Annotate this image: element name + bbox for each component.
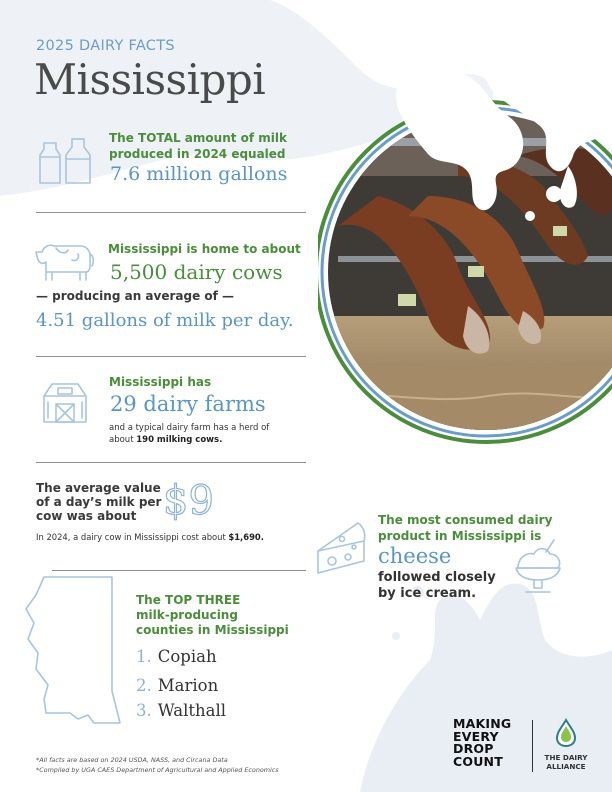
consumed-line5: by ice cream. xyxy=(378,586,477,601)
county-item xyxy=(136,701,226,720)
campaign-word: DROP xyxy=(453,741,494,756)
dairy-alliance-drop-icon xyxy=(554,718,578,748)
consumed-value: cheese xyxy=(378,544,452,568)
farms-note1: and a typical dairy farm has a herd of xyxy=(109,423,270,433)
alliance-line1: THE DAIRY xyxy=(544,753,588,762)
milk-bottles-icon xyxy=(38,135,98,185)
farms-note xyxy=(109,422,269,446)
county-name: Copiah xyxy=(157,647,217,666)
alliance-line2: ALLIANCE xyxy=(546,762,586,771)
consumed-tail xyxy=(378,570,496,602)
campaign-word: MAKING xyxy=(453,716,512,731)
total-line2: produced in 2024 equaled xyxy=(109,147,286,161)
total-line1-pre: The xyxy=(109,131,139,145)
campaign-word: COUNT xyxy=(453,753,503,769)
cows-value: 5,500 dairy cows xyxy=(110,260,283,284)
consumed-line1: The most consumed dairy xyxy=(378,513,553,527)
cows-line3: — producing an average of — xyxy=(36,289,235,303)
consumed-line4: followed closely xyxy=(378,570,496,585)
value-line3: cow was about xyxy=(36,509,137,523)
cows-line1: Mississippi is home to about xyxy=(108,242,301,256)
cheese-icon xyxy=(314,517,370,577)
logo-divider xyxy=(532,720,533,772)
cow-icon xyxy=(34,240,96,282)
divider-1 xyxy=(36,212,306,213)
value-day-text xyxy=(36,481,161,523)
counties-line1: The TOP THREE xyxy=(136,593,241,607)
alliance-logo-text xyxy=(540,753,592,771)
total-milk-value: 7.6 million gallons xyxy=(110,163,288,185)
consumed-line2: product in Mississippi is xyxy=(378,529,542,543)
farms-note2-em: 190 milking cows. xyxy=(136,435,223,445)
county-name: Walthall xyxy=(157,701,227,720)
value-note xyxy=(36,532,264,542)
counties-line3: counties in Mississippi xyxy=(136,623,289,637)
cows-value2: 4.51 gallons of milk per day. xyxy=(36,310,294,331)
total-milk-text xyxy=(109,130,287,162)
farms-line1: Mississippi has xyxy=(109,375,212,389)
mississippi-map-icon xyxy=(16,573,126,733)
page-title: Mississippi xyxy=(34,55,266,104)
ice-cream-icon xyxy=(512,538,564,598)
divider-4 xyxy=(52,570,306,571)
divider-2 xyxy=(36,356,306,357)
county-num: 3. xyxy=(136,701,152,720)
kicker: 2025 DAIRY FACTS xyxy=(36,38,175,54)
footnote-2: *Compiled by UGA CAES Department of Agricultural and Applied Economics xyxy=(36,766,279,774)
counties-line2: milk-producing xyxy=(136,608,238,622)
value-note-pre: In 2024, a dairy cow in Mississippi cost about xyxy=(36,532,229,542)
footnote-1: *All facts are based on 2024 USDA, NASS, and Circana Data xyxy=(36,756,228,764)
barn-icon xyxy=(40,378,90,424)
cows-photo xyxy=(318,66,612,486)
total-line1-em: TOTAL xyxy=(138,131,181,145)
county-num: 1. xyxy=(136,647,152,666)
total-line1-post: amount of milk xyxy=(180,131,288,145)
value-line1: The average value xyxy=(36,481,161,495)
campaign-word: EVERY xyxy=(453,728,499,744)
counties-head xyxy=(136,593,289,638)
county-name: Marion xyxy=(157,676,219,695)
value-note-em: $1,690. xyxy=(228,532,264,542)
county-item xyxy=(136,647,217,666)
campaign-logo xyxy=(453,718,511,768)
value-amount: $9 xyxy=(163,478,214,524)
county-item xyxy=(136,676,218,695)
farms-note2-pre: about xyxy=(109,435,137,445)
county-num: 2. xyxy=(136,676,152,695)
value-line2: of a day’s milk per xyxy=(36,495,162,509)
farms-value: 29 dairy farms xyxy=(110,392,266,416)
divider-3 xyxy=(36,462,306,463)
